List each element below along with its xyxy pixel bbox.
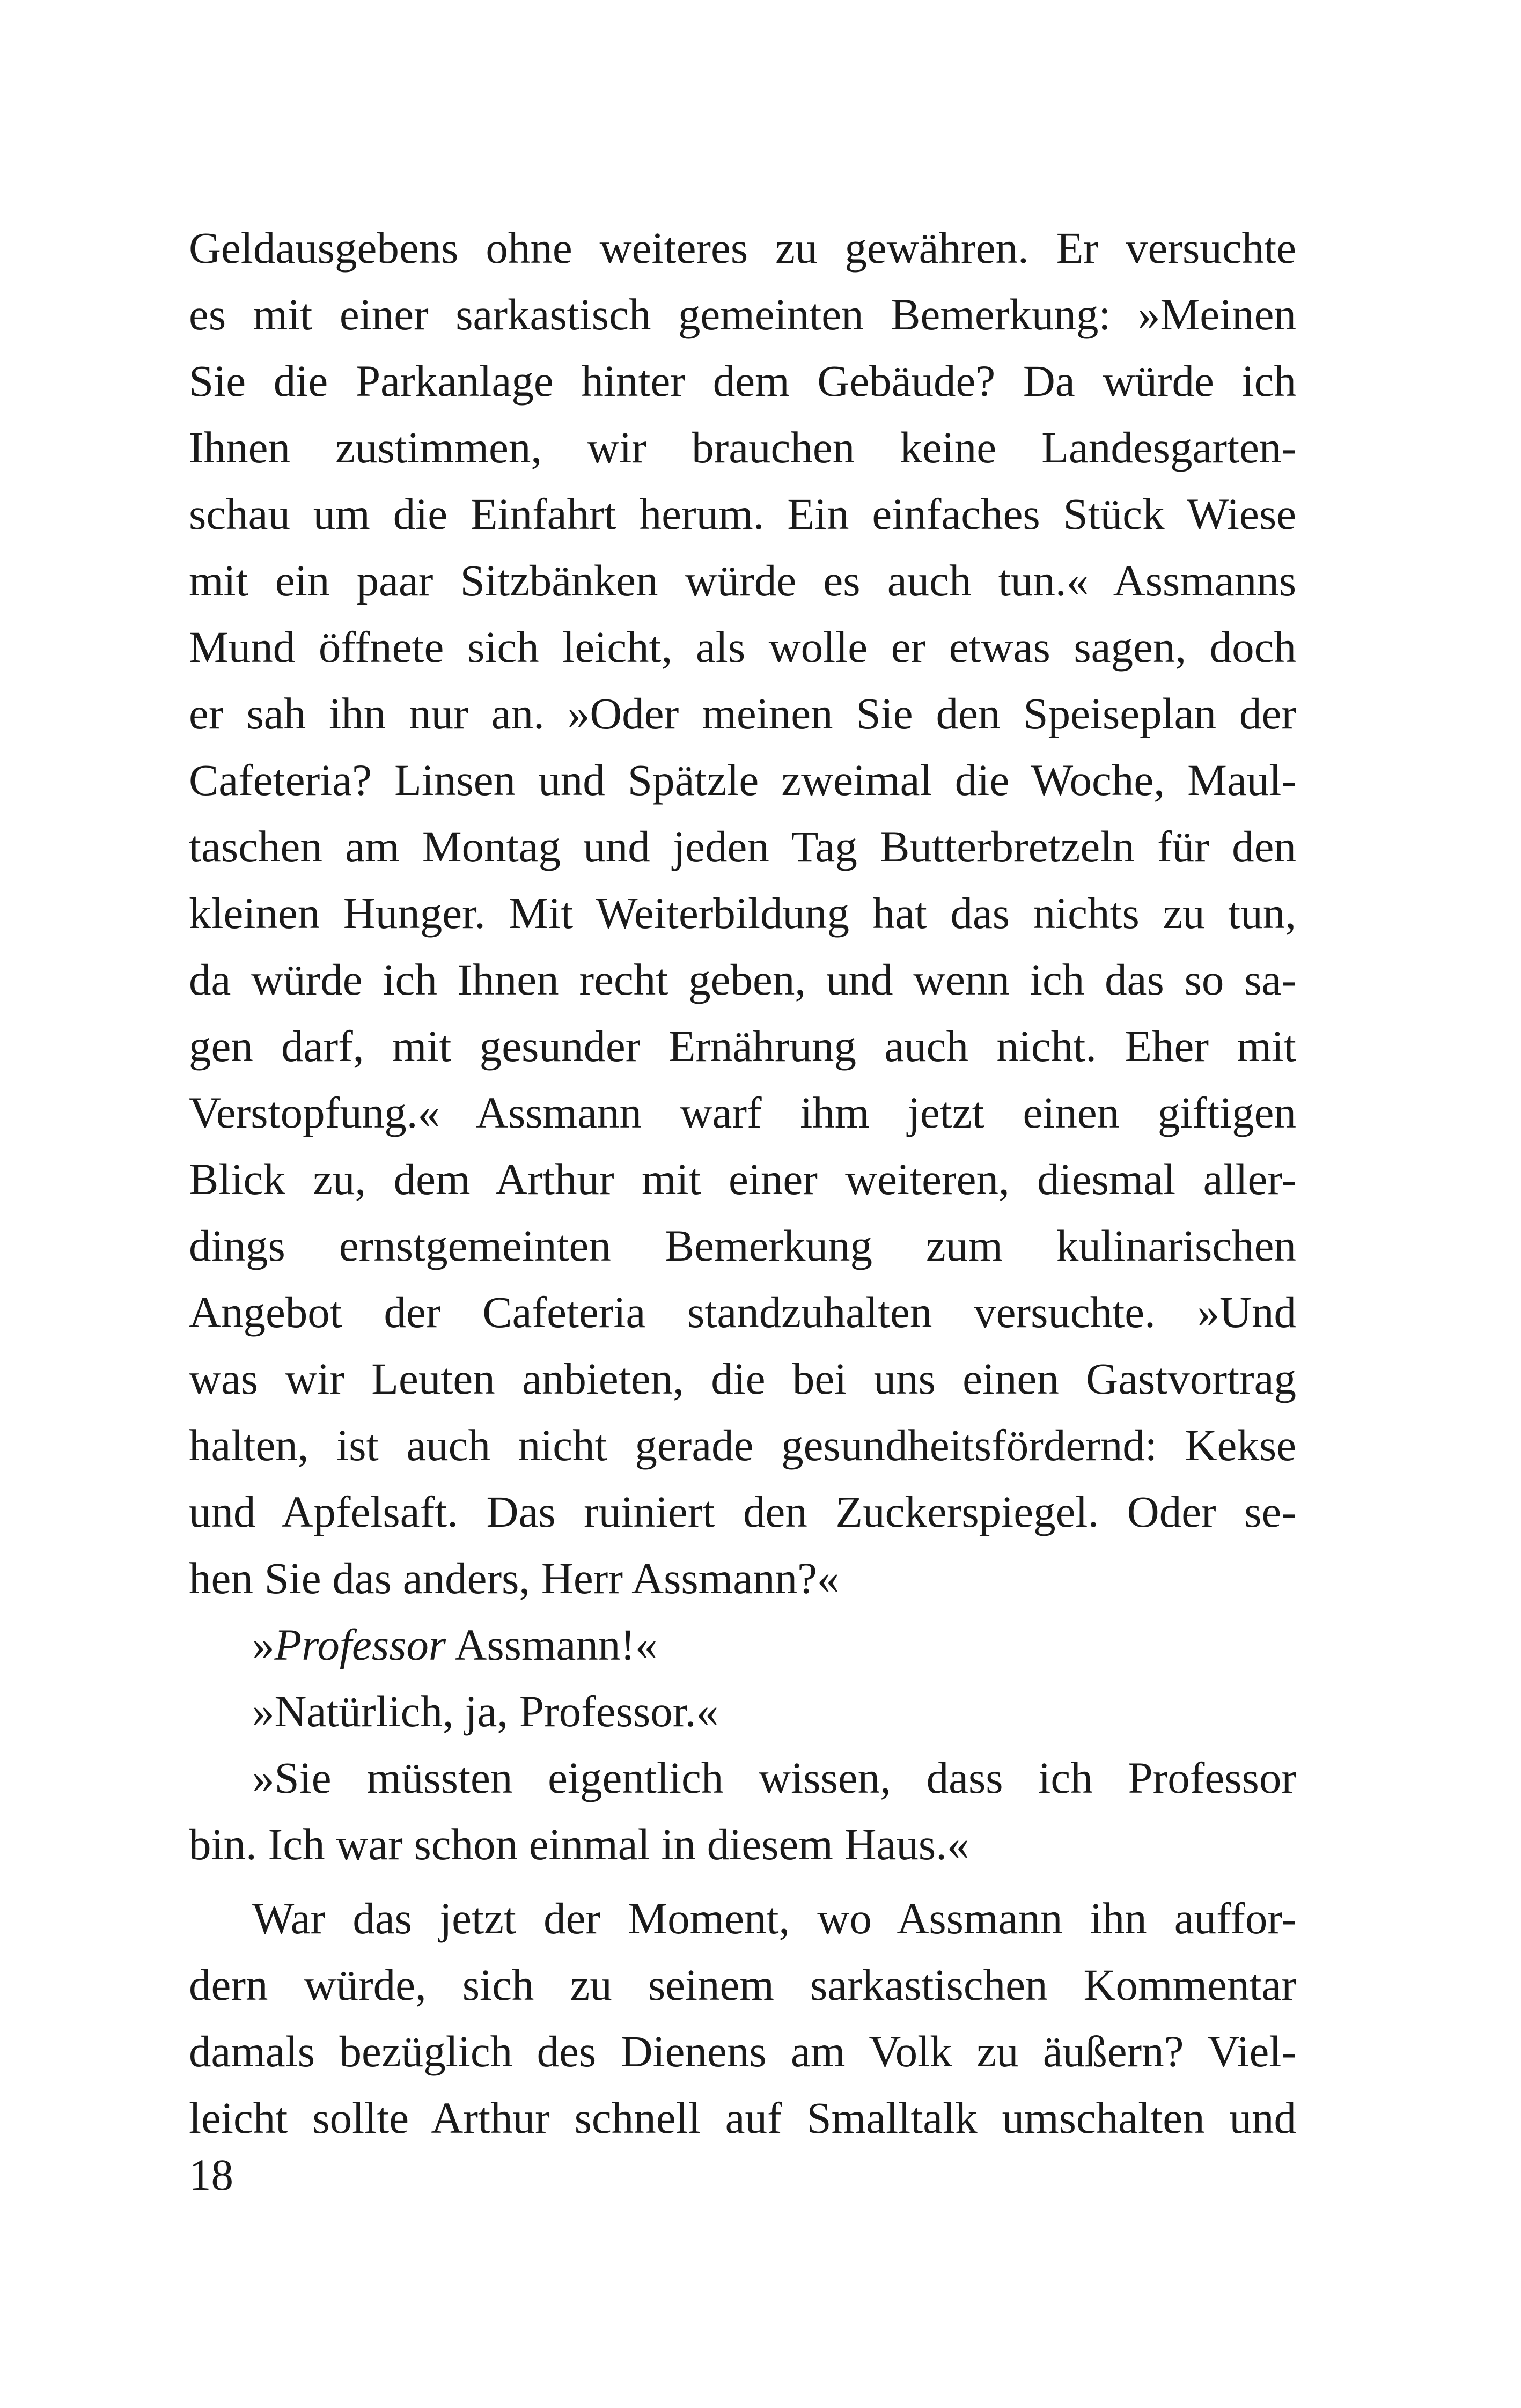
paragraph-final-line: War das jetzt der Moment, wo Assmann ihn auffor- — [252, 1894, 1296, 1943]
text-line: Geldausgebens ohne weiteres zu gewähren. Er versuchte — [189, 223, 1296, 273]
text-line: kleinen Hunger. Mit Weiterbildung hat das nichts zu tun, — [189, 888, 1296, 938]
paragraph-final-line: leicht sollte Arthur schnell auf Smalltalk umschalten und — [189, 2093, 1296, 2142]
text-line: was wir Leuten anbieten, die bei uns einen Gastvortrag — [189, 1354, 1296, 1403]
text-line: bin. Ich war schon einmal in diesem Haus.« — [189, 1820, 969, 1869]
text-line: Angebot der Cafeteria standzuhalten versuchte. »Und — [189, 1287, 1296, 1337]
text-line: er sah ihn nur an. »Oder meinen Sie den Speiseplan der — [189, 689, 1296, 738]
text-line: taschen am Montag und jeden Tag Butterbretzeln für den — [189, 822, 1296, 871]
text-line: schau um die Einfahrt herum. Ein einfaches Stück Wiese — [189, 489, 1296, 539]
text-line: gen darf, mit gesunder Ernährung auch nicht. Eher mit — [189, 1021, 1296, 1071]
dialogue-rest: Assmann!« — [446, 1620, 658, 1669]
body-text — [189, 215, 1296, 2151]
paragraph-final-line: dern würde, sich zu seinem sarkastischen Kommentar — [189, 1960, 1296, 2009]
text-line: da würde ich Ihnen recht geben, und wenn ich das so sa- — [189, 955, 1296, 1004]
text-line: Mund öffnete sich leicht, als wolle er etwas sagen, doch — [189, 622, 1296, 672]
text-line: Cafeteria? Linsen und Spätzle zweimal die Woche, Maul- — [189, 755, 1296, 805]
text-line: mit ein paar Sitzbänken würde es auch tun.« Assmanns — [189, 556, 1296, 605]
page-number: 18 — [189, 2150, 233, 2199]
dialogue-line-natuerlich: »Natürlich, ja, Professor.« — [252, 1687, 719, 1736]
text-line: Sie die Parkanlage hinter dem Gebäude? Da würde ich — [189, 356, 1296, 406]
text-line: hen Sie das anders, Herr Assmann?« — [189, 1553, 840, 1603]
italic-word: Professor — [274, 1620, 446, 1669]
dialogue-line-sie-muessten: »Sie müssten eigentlich wissen, dass ich Professor — [252, 1753, 1296, 1802]
text-line: Verstopfung.« Assmann warf ihm jetzt einen giftigen — [189, 1088, 1296, 1137]
text-line: Ihnen zustimmen, wir brauchen keine Landesgarten- — [189, 423, 1296, 472]
text-line: und Apfelsaft. Das ruiniert den Zuckerspiegel. Oder se- — [189, 1487, 1296, 1536]
text-line: Blick zu, dem Arthur mit einer weiteren, diesmal aller- — [189, 1154, 1296, 1204]
quote-open: » — [252, 1620, 275, 1669]
text-line: halten, ist auch nicht gerade gesundheitsfördernd: Kekse — [189, 1420, 1296, 1470]
text-line: es mit einer sarkastisch gemeinten Bemerkung: »Meinen — [189, 290, 1296, 339]
text-line: dings ernstgemeinten Bemerkung zum kulinarischen — [189, 1221, 1296, 1270]
dialogue-line-professor — [189, 1611, 1296, 1678]
paragraph-final-line: damals bezüglich des Dienens am Volk zu äußern? Viel- — [189, 2027, 1296, 2076]
